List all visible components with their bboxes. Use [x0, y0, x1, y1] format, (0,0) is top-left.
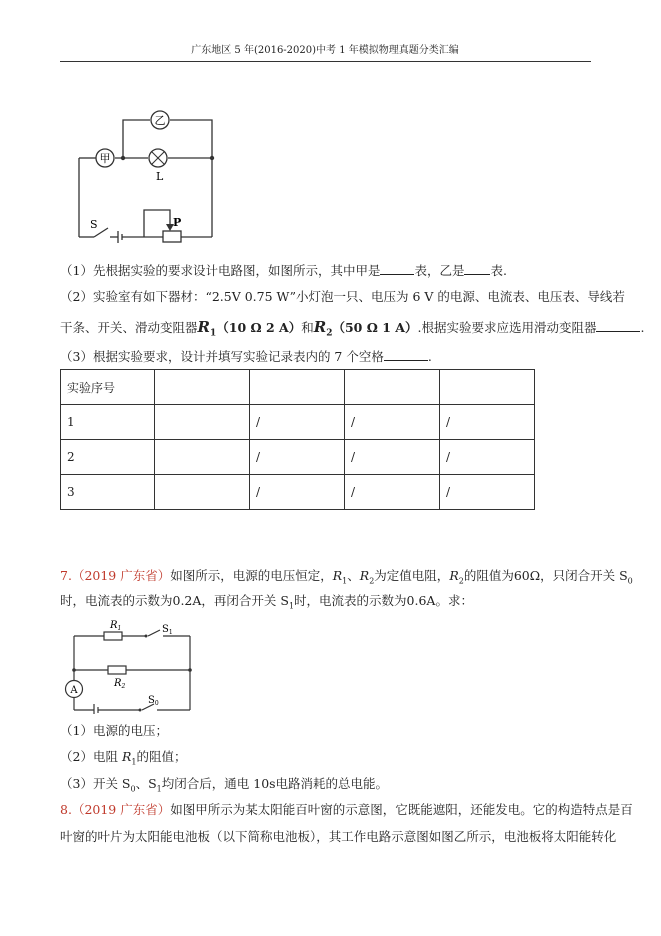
q8-line2: 叶窗的叶片为太阳能电池板（以下简称电池板），其工作电路示意图如图乙所示，电池板将太阳能转化	[60, 829, 617, 844]
q6-part3: （3）根据实验要求，设计并填写实验记录表内的 7 个空格 .	[60, 349, 432, 364]
answer-blank[interactable]	[380, 261, 414, 275]
table-cell: /	[345, 405, 440, 440]
meter-jia	[79, 149, 114, 167]
r2-label: $R_2$	[114, 678, 126, 690]
header-rule	[60, 61, 591, 62]
table-cell: /	[250, 475, 345, 510]
lamp-icon	[149, 149, 167, 167]
answer-blank[interactable]	[464, 261, 490, 275]
lamp-label: L	[156, 170, 164, 183]
svg-text:A: A	[70, 685, 78, 696]
table-row	[61, 440, 535, 475]
q6-part1: （1）先根据实验的要求设计电路图，如图所示，其中甲是 表，乙是 表.	[60, 263, 507, 278]
svg-text:乙: 乙	[154, 114, 166, 127]
circuit-diagram-2	[62, 618, 202, 714]
q6-part2-line2: 干条、开关、滑动变阻器$R_1(10$ Ω 2 A）和$R_2(50$ Ω 1 A）.根据实验要求应选用滑动变阻器 .	[60, 318, 645, 339]
table-cell: /	[250, 405, 345, 440]
table-row	[61, 405, 535, 440]
table-cell: /	[250, 440, 345, 475]
table-cell: 1	[61, 405, 155, 440]
table-row	[61, 475, 535, 510]
svg-text:甲: 甲	[99, 152, 111, 165]
q7-line1: 7.（2019 广东省）如图所示，电源的电压恒定，$R_1$、$R_2$为定值电阻，$R_2$的阻值为60Ω，只闭合开关 $S_0$	[60, 568, 633, 586]
table-cell: 2	[61, 440, 155, 475]
meter-yi	[151, 111, 169, 129]
table-cell: /	[440, 475, 535, 510]
table-row	[61, 370, 535, 405]
s0-label: $S_0$	[148, 695, 159, 707]
s1-label: $S_1$	[162, 624, 173, 636]
rheostat-label: P	[173, 216, 182, 229]
table-cell: /	[440, 405, 535, 440]
q7-sub1: （1）电源的电压；	[60, 723, 168, 738]
table-cell[interactable]	[155, 475, 250, 510]
table-cell: /	[440, 440, 535, 475]
answer-blank[interactable]	[384, 347, 428, 361]
table-cell[interactable]	[440, 370, 535, 405]
table-cell[interactable]	[155, 370, 250, 405]
q7-sub2: （2）电阻 $R_1$的阻值；	[60, 749, 187, 767]
q7-sub3: （3）开关 $S_0$、$S_1$均闭合后，通电 10s电路消耗的总电能。	[60, 776, 389, 794]
answer-blank[interactable]	[596, 318, 640, 332]
q8-line1: 8.（2019 广东省）如图甲所示为某太阳能百叶窗的示意图，它既能遮阳，还能发电。它的构造特点是百	[60, 802, 633, 817]
switch-label: S	[90, 218, 98, 231]
page-header: 广东地区 5 年(2016-2020)中考 1 年模拟物理真题分类汇编	[191, 45, 459, 56]
q6-part2-line1: （2）实验室有如下器材：“2.5V 0.75 W”小灯泡一只、电压为 6 V 的电源、电流表、电压表、导线若	[60, 289, 625, 304]
ammeter-icon	[66, 681, 83, 698]
table-cell[interactable]	[250, 370, 345, 405]
record-table	[60, 369, 535, 510]
table-cell: /	[345, 475, 440, 510]
table-cell[interactable]	[155, 405, 250, 440]
table-cell[interactable]	[155, 440, 250, 475]
table-cell: 3	[61, 475, 155, 510]
table-cell: /	[345, 440, 440, 475]
table-cell[interactable]	[345, 370, 440, 405]
table-cell: 实验序号	[61, 370, 155, 405]
q7-line2: 时，电流表的示数为0.2A，再闭合开关 $S_1$时，电流表的示数为0.6A。求：	[60, 593, 473, 611]
circuit-diagram-1	[70, 100, 230, 245]
r1-label: $R_1$	[110, 620, 122, 632]
